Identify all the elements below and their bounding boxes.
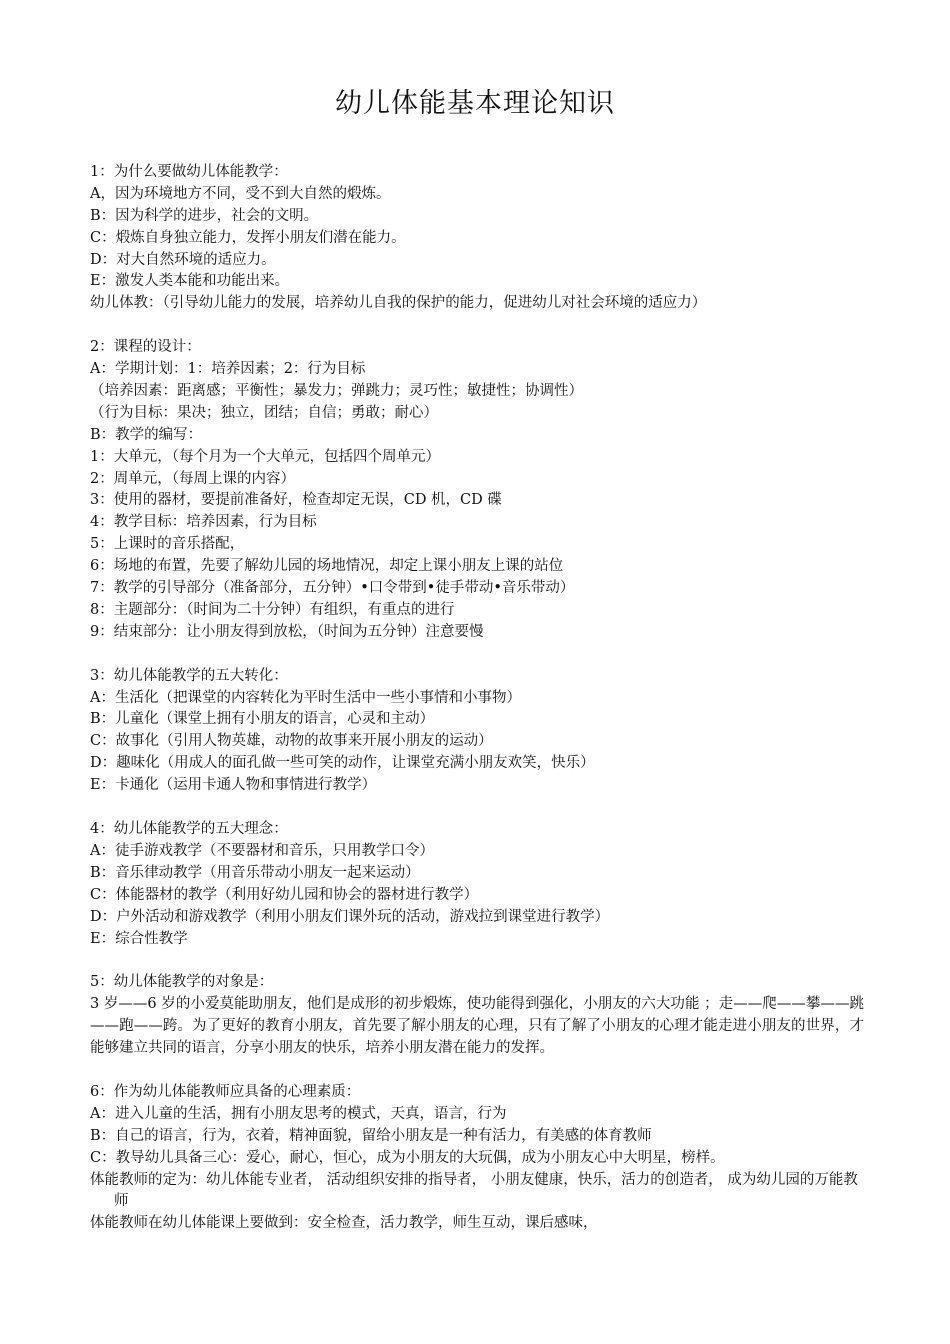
section-2-heading: 2：课程的设计：: [90, 339, 201, 356]
text-line: C：故事化（引用人物英雄，动物的故事来开展小朋友的运动）: [90, 733, 493, 750]
section-2: [90, 337, 864, 643]
section-5-heading: 5：幼儿体能教学的对象是：: [90, 974, 274, 991]
text-line: B：音乐律动教学（用音乐带动小朋友一起来运动）: [90, 864, 420, 881]
document-body: [90, 162, 864, 1235]
section-3-heading: 3：幼儿体能教学的五大转化：: [90, 667, 288, 684]
text-line: 2：周单元，（每周上课的内容）: [90, 470, 295, 487]
text-line: E：卡通化（运用卡通人物和事情进行教学）: [90, 777, 377, 794]
text-line: 9：结束部分：让小朋友得到放松，（时间为五分钟）注意要慢: [90, 623, 484, 640]
text-line: A：进入儿童的生活，拥有小朋友思考的模式，天真，语言，行为: [90, 1105, 507, 1122]
spacer: [90, 315, 864, 337]
spacer: [90, 797, 864, 819]
spacer: [90, 1060, 864, 1082]
section-4-heading: 4：幼儿体能教学的五大理念：: [90, 821, 288, 838]
text-line: B：教学的编写：: [90, 426, 203, 443]
text-line: 8：主题部分：（时间为二十分钟）有组织，有重点的进行: [90, 601, 455, 618]
text-line: B：因为科学的进步，社会的文明。: [90, 207, 319, 224]
text-line: 6：场地的布置，先要了解幼儿园的场地情况，却定上课小朋友上课的站位: [90, 558, 564, 575]
document-title: 幼儿体能基本理论知识: [335, 88, 615, 119]
text-line: D：户外活动和游戏教学（利用小朋友们课外玩的活动，游戏拉到课堂进行教学）: [90, 908, 610, 925]
text-line: 4：教学目标：培养因素，行为目标: [90, 514, 317, 531]
text-line: B：自己的语言，行为，衣着，精神面貌，留给小朋友是一种有活力，有美感的体育教师: [90, 1127, 652, 1144]
text-line: （行为目标：果决；独立，团结；自信；勇敢；耐心）: [90, 404, 438, 421]
section-1-heading: 1：为什么要做幼儿体能教学：: [90, 164, 288, 180]
text-line: 幼儿体教：（引导幼儿能力的发展，培养幼儿自我的保护的能力，促进幼儿对社会环境的适应力）: [90, 295, 707, 312]
text-line: C：煅炼自身独立能力，发挥小朋友们潜在能力。: [90, 229, 406, 246]
section-3: [90, 666, 864, 797]
text-line: 5：上课时的音乐搭配，: [90, 536, 245, 553]
text-line: E：综合性教学: [90, 930, 188, 947]
section-1: [90, 162, 864, 315]
section-4: [90, 819, 864, 950]
spacer: [90, 644, 864, 666]
section-5-paragraph: 3 岁——6 岁的小爱莫能助朋友，他们是成形的初步煅炼，使功能得到强化，小朋友的六大功能 ；走——爬——攀——跳——跑——跨。为了更好的教育小朋友，首先要了解小朋友的心理，只有了解了小朋友的心理才能走进小朋友的世界，才能够建立共同的语言，分享小朋友的快乐，培养小朋友潜在能力的发挥。: [90, 996, 864, 1057]
text-line: A：学期计划：1：培养因素；2：行为目标: [90, 361, 366, 378]
text-line: 7：教学的引导部分（准备部分，五分钟）•口令带到•徒手带动•音乐带动）: [90, 580, 575, 597]
teacher-definition: 体能教师的定为：幼儿体能专业者， 活动组织安排的指导者， 小朋友健康，快乐，活力的创造者， 成为幼儿园的万能教师: [90, 1171, 858, 1210]
section-6-heading: 6：作为幼儿体能教师应具备的心理素质：: [90, 1084, 361, 1100]
spacer: [90, 950, 864, 972]
text-line: 3：使用的器材，要提前准备好，检查却定无误，CD 机，CD 碟: [90, 492, 502, 509]
text-line: A：徒手游戏教学（不要器材和音乐，只用教学口令）: [90, 842, 434, 859]
section-6: [90, 1082, 864, 1235]
text-line: C：体能器材的教学（利用好幼儿园和协会的器材进行教学）: [90, 886, 479, 903]
text-line: A，因为环境地方不同，受不到大自然的煅炼。: [90, 185, 391, 202]
text-line: D：趣味化（用成人的面孔做一些可笑的动作，让课堂充满小朋友欢笑，快乐）: [90, 755, 595, 772]
teacher-duties: 体能教师在幼儿体能课上要做到：安全检查，活力教学，师生互动，课后感味，: [90, 1215, 598, 1232]
text-line: D：对大自然环境的适应力。: [90, 251, 276, 268]
text-line: B：儿童化（课堂上拥有小朋友的语言，心灵和主动）: [90, 711, 435, 728]
text-line: A：生活化（把课堂的内容转化为平时生活中一些小事情和小事物）: [90, 689, 521, 706]
text-line: 1：大单元，（每个月为一个大单元，包括四个周单元）: [90, 448, 440, 465]
text-line: C：教导幼儿具备三心：爱心，耐心，恒心，成为小朋友的大玩偶，成为小朋友心中大明星，榜样。: [90, 1149, 725, 1166]
text-line: （培养因素：距离感；平衡性；暴发力；弹跳力；灵巧性；敏捷性；协调性）: [90, 383, 583, 400]
section-5: [90, 972, 864, 1060]
text-line: E：激发人类本能和功能出来。: [90, 273, 290, 290]
